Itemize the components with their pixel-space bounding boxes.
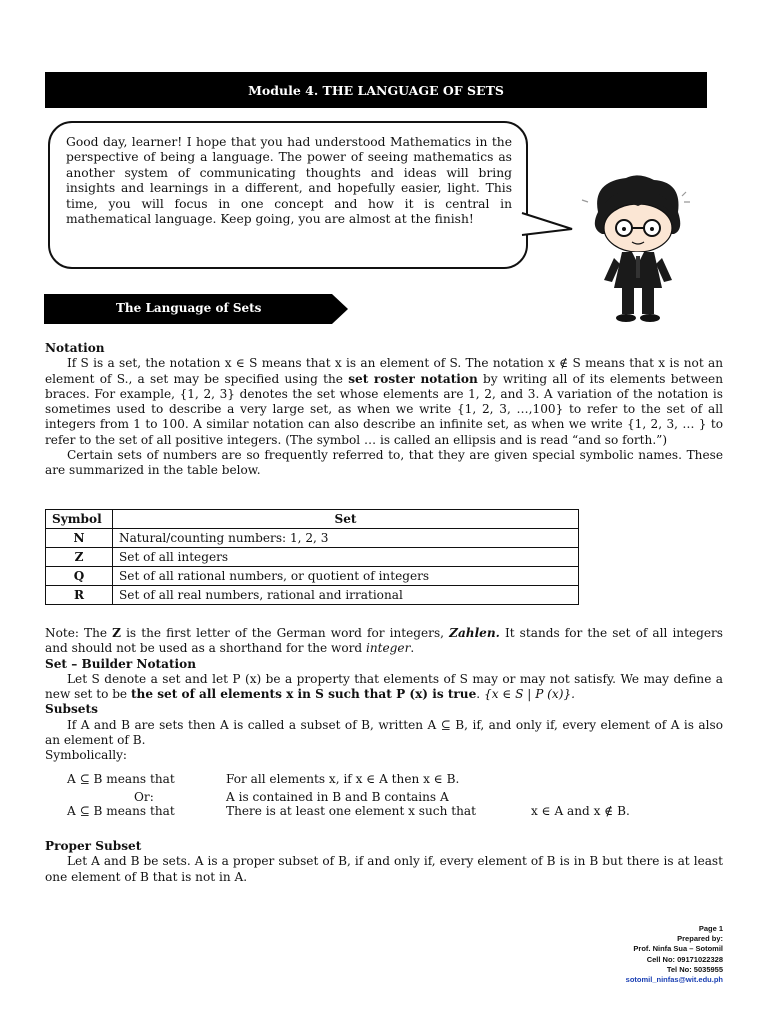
subset-def-left-1: A ⊆ B means that [67,772,175,786]
subsets-paragraph: If A and B are sets then A is called a subset of B, written A ⊆ B, if, and only if, every element of A is also an element of B. [45,717,723,748]
speech-bubble-text: Good day, learner! I hope that you had understood Mathematics in the perspective of being a language. The power of seeing mathematics as another system of communicating thoughts and ideas will bring insights and learnings in a different, and hopefully easier, light. This time, you will focus in one concept and how it is central in mathematical language. Keep going, you are almost at the finish! [66,135,512,227]
main-text-section [45,626,723,764]
table-row: Q Set of all rational numbers, or quotient of integers [46,567,579,586]
footer-tel: Tel No: 5035955 [666,964,723,974]
footer-page-number: Page 1 [698,924,723,933]
note-paragraph: Note: The Z is the first letter of the German word for integers, Zahlen. It stands for the set of all integers and should not be used as a shorthand for the word integer. [45,626,723,656]
table-row: N Natural/counting numbers: 1, 2, 3 [46,529,579,548]
notation-paragraph-1: If S is a set, the notation x ∈ S means that x is an element of S. The notation x ∉ S means that x is not an element of S., a set may be specified using the set roster notation by writing all of its elements between braces. For example, {1, 2, 3} denotes the set whose elements are 1, 2, and 3. A variation of the notation is sometimes used to describe a very large set, as when we write {1, 2, 3, …,100} to refer to the set of all integers from 1 to 100. A similar notation can also describe an infinite set, as when we write {1, 2, 3, … } to refer to the set of all positive integers. (The symbol … is called an ellipsis and is read “and so forth.”) [45,356,723,447]
subset-def-far-3: x ∈ A and x ∉ B. [531,804,630,818]
subset-def-right-2: A is contained in B and B contains A [226,790,449,804]
table-header-set: Set [113,510,579,529]
table-header-symbol: Symbol [46,510,113,529]
footer-email[interactable]: sotomil_ninfas@wit.edu.ph [625,975,723,985]
notation-paragraph-2: Certain sets of numbers are so frequently referred to, that they are given special symbolic names. These are summarized in the table below. [45,448,723,478]
section-title: The Language of Sets [116,301,262,315]
set-builder-heading: Set – Builder Notation [45,656,197,671]
notation-heading: Notation [45,341,105,355]
section-banner [44,294,348,324]
set-builder-paragraph: Let S denote a set and let P (x) be a property that elements of S may or may not satisfy. We may define a new set to be the set of all elements x in S such that P (x) is true. {x ∈ S | P (x)}. [45,671,723,702]
speech-bubble [48,121,528,269]
symbolically-label: Symbolically: [45,748,127,763]
speech-bubble-tail [520,205,580,245]
table-row: R Set of all real numbers, rational and irrational [46,586,579,605]
subset-def-left-3: A ⊆ B means that [67,804,175,818]
subset-def-left-2: Or: [134,790,154,804]
proper-subset-section [45,839,723,885]
subset-def-right-3: There is at least one element x such that [226,804,476,818]
proper-subset-heading: Proper Subset [45,839,142,853]
proper-subset-paragraph: Let A and B be sets. A is a proper subset of B, if and only if, every element of B is in B but there is at least one element of B that is not in A. [45,854,723,884]
table-row: Z Set of all integers [46,548,579,567]
subset-def-right-1: For all elements x, if x ∈ A then x ∈ B. [226,772,460,786]
table-header-row [46,510,579,529]
module-title-bar [45,72,707,108]
notation-section [45,341,723,479]
subsets-heading: Subsets [45,702,98,717]
number-sets-table [45,509,579,605]
footer-author: Prof. Ninfa Sua – Sotomil [633,944,723,954]
module-title: Module 4. THE LANGUAGE OF SETS [248,82,504,98]
footer-prepared-by: Prepared by: [677,934,723,944]
footer-cell: Cell No: 09171022328 [646,954,723,964]
page-footer [626,924,723,985]
teacher-cartoon-illustration [578,172,698,326]
